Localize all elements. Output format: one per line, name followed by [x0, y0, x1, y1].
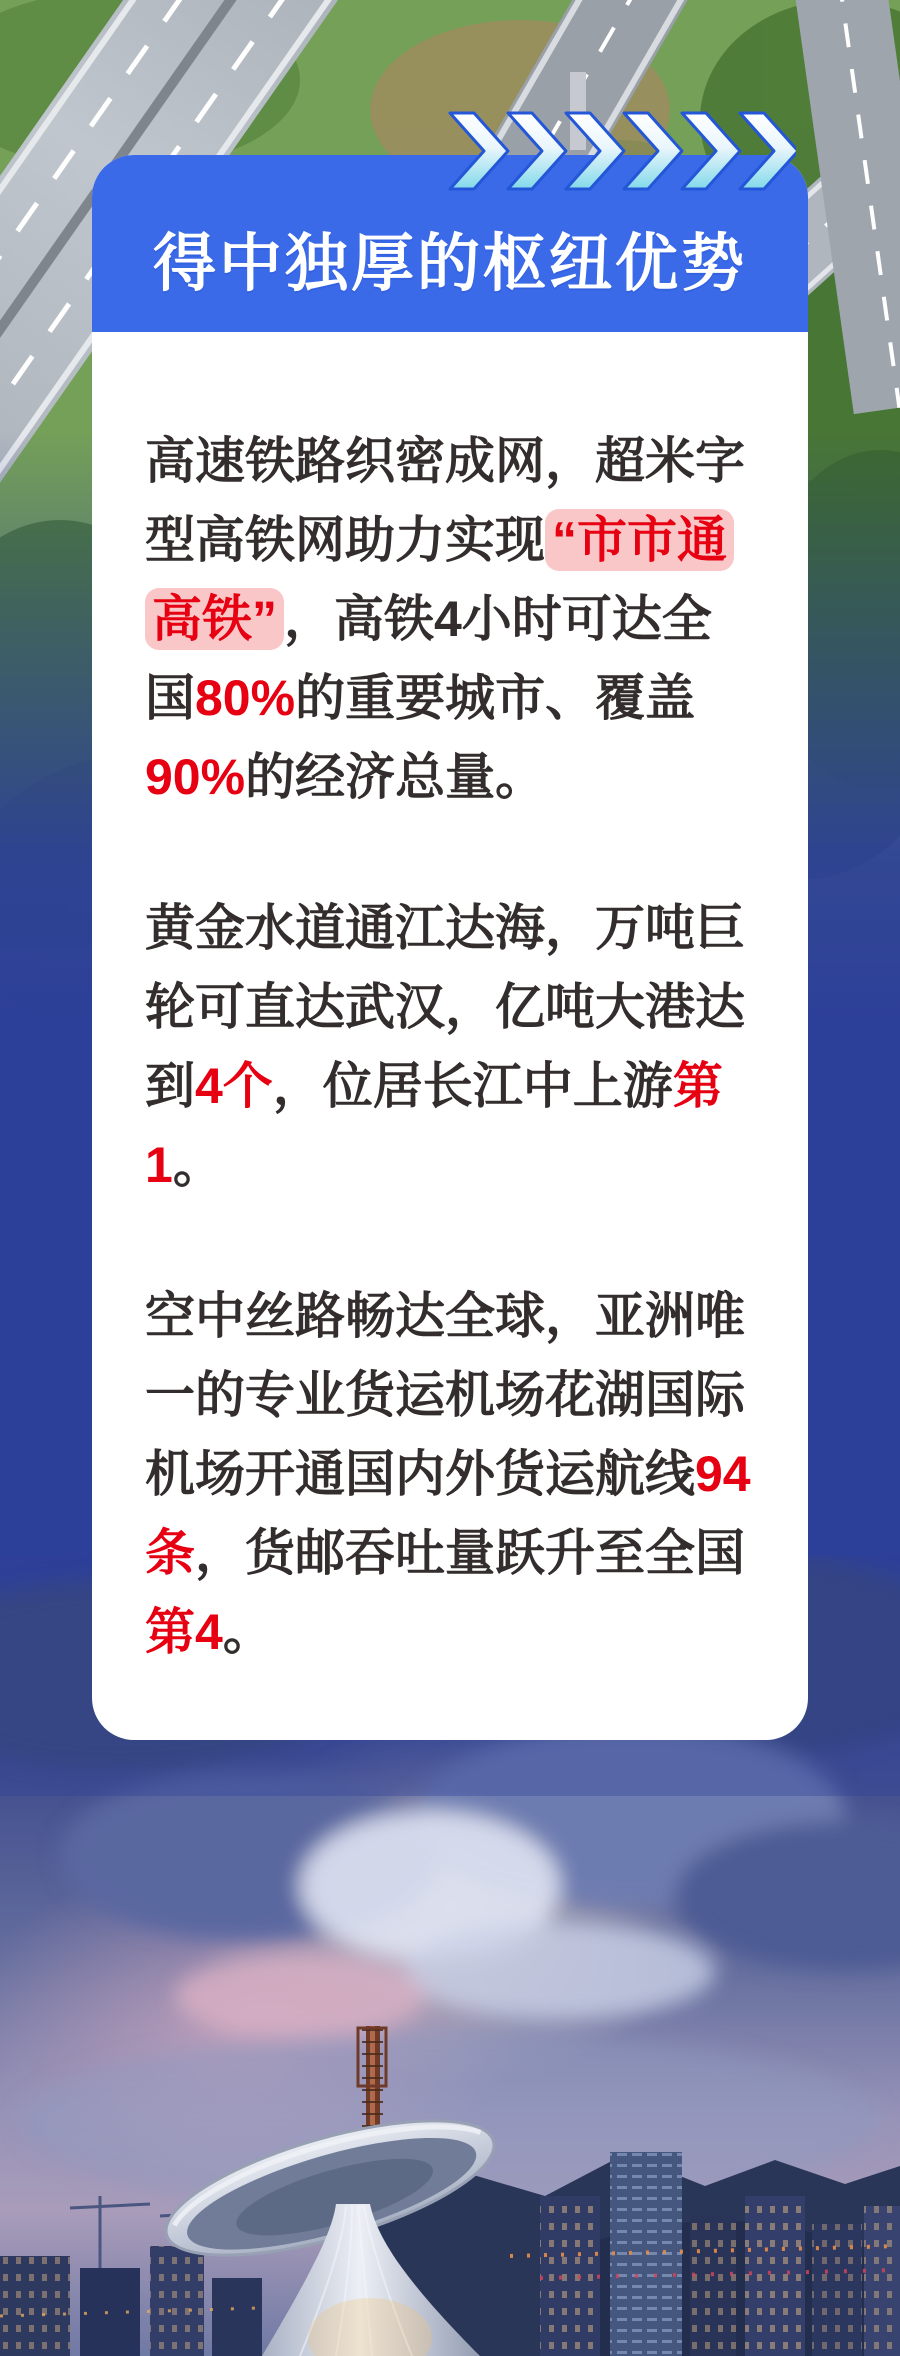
chevron-arrows-decoration: [448, 111, 796, 191]
text-run: ，高铁4小时可达全国: [145, 591, 712, 726]
text-run: ，货邮吞吐量跃升至全国: [195, 1525, 745, 1581]
text-run: 。: [172, 1137, 223, 1193]
text-run: 。: [222, 1604, 273, 1660]
chevron-right-icon: [508, 113, 566, 189]
chevron-right-icon: [682, 113, 740, 189]
body-paragraph-waterway: [145, 889, 755, 1205]
body-paragraph-rail: [145, 422, 755, 817]
content-card: [92, 155, 808, 1740]
stat-value: 第1: [145, 1058, 723, 1193]
text-run: ，位居长江中上游: [272, 1058, 673, 1114]
chevron-right-icon: [740, 113, 796, 189]
text-run: 空中丝路畅达全球，亚洲唯一的专业货运机场花湖国际机场开通国内外货运航线: [145, 1288, 745, 1502]
stat-value: 90%: [145, 749, 246, 805]
chevron-right-icon: [450, 113, 508, 189]
card-body: [92, 332, 808, 1672]
text-run: 的重要城市、覆盖: [295, 670, 696, 726]
text-run: 的经济总量。: [245, 749, 546, 805]
text-run: 高速铁路织密成网，超米字型高铁网助力实现: [145, 433, 745, 568]
stat-value: 94条: [145, 1446, 751, 1581]
stat-value: 80%: [195, 670, 296, 726]
stat-value: 第4: [145, 1604, 223, 1660]
body-paragraph-airfreight: [145, 1277, 755, 1672]
highlighted-phrase: “市市通高铁”: [145, 509, 734, 650]
card-title: 得中独厚的枢纽优势: [153, 229, 747, 299]
chevron-right-icon: [566, 113, 624, 189]
text-run: 黄金水道通江达海，万吨巨轮可直达武汉，亿吨大港达到: [145, 900, 745, 1114]
chevron-right-icon: [624, 113, 682, 189]
stat-value: 4个: [195, 1058, 273, 1114]
